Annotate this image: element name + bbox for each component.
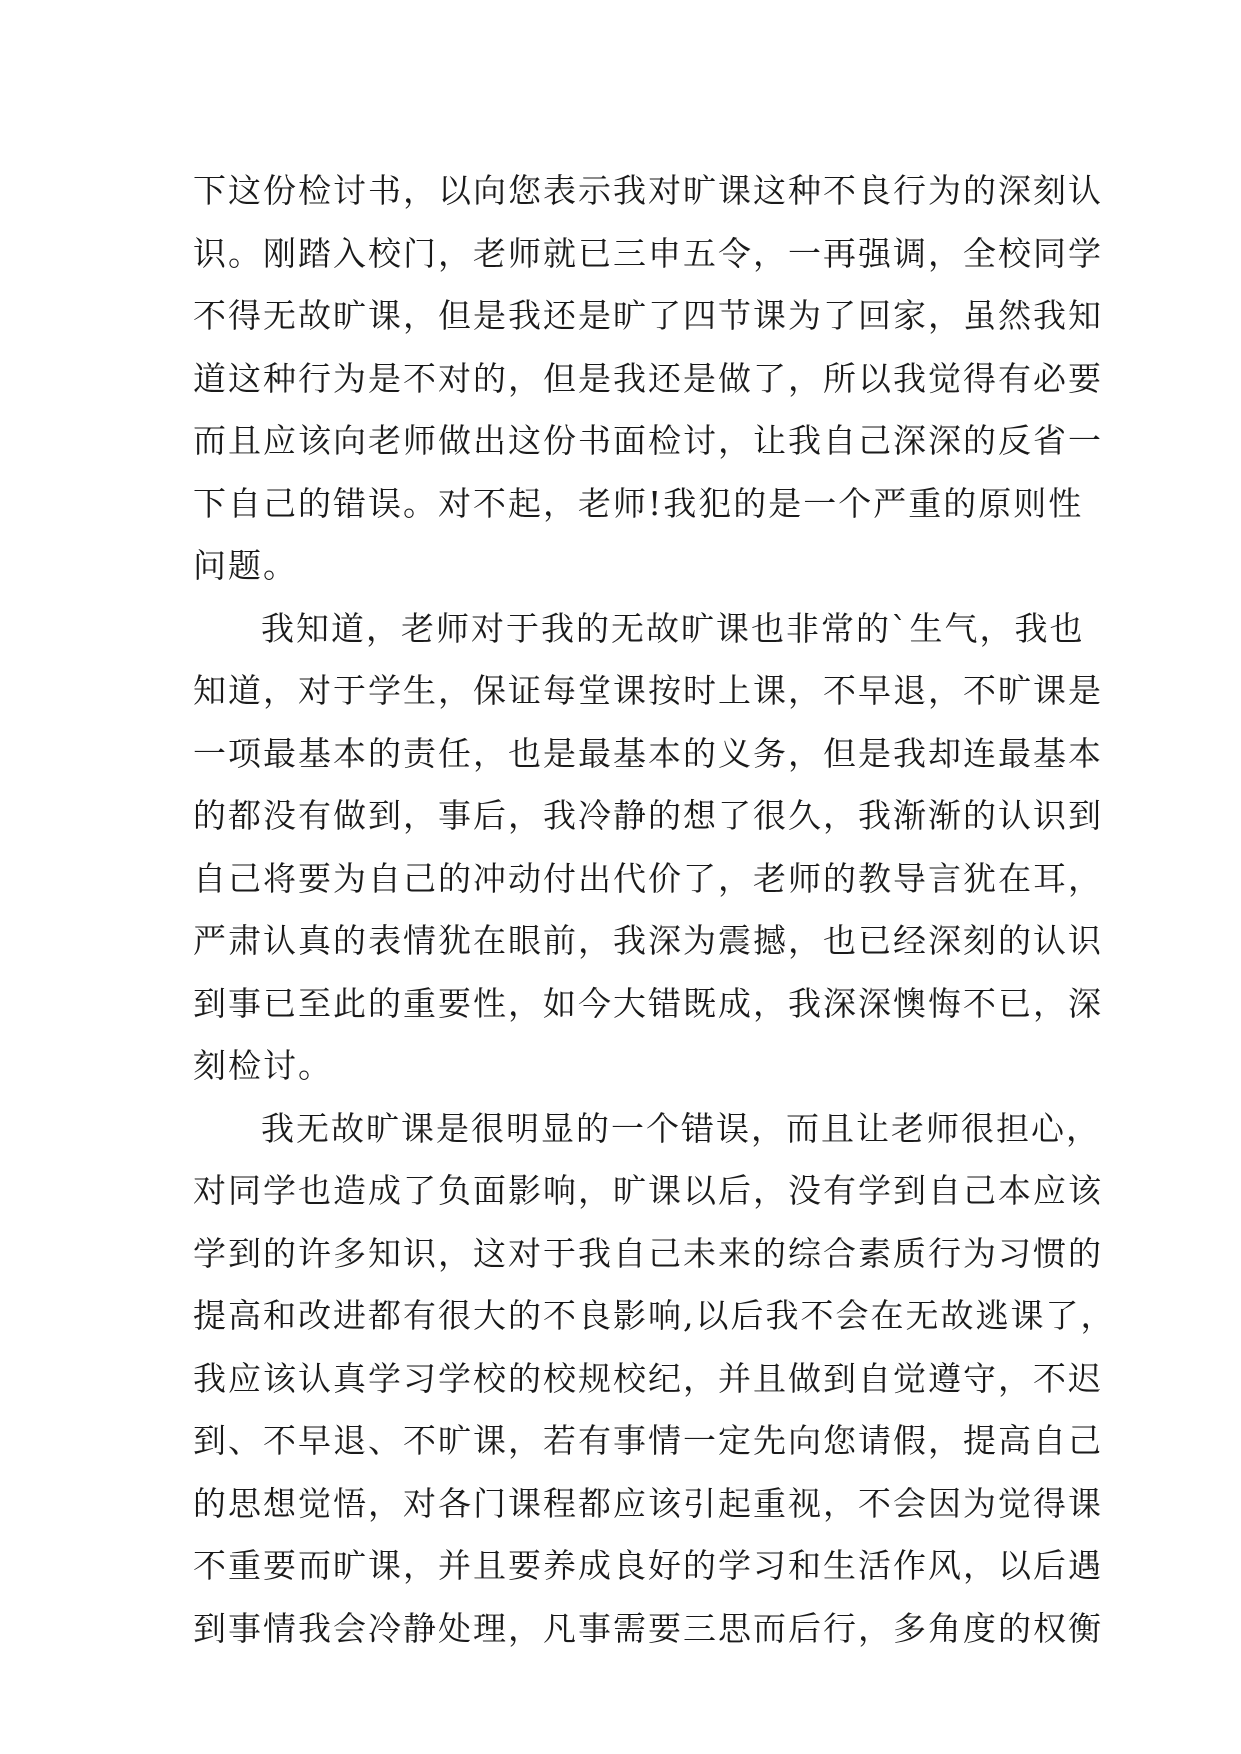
text-line: 我应该认真学习学校的校规校纪，并且做到自觉遵守，不迟 xyxy=(193,1358,1103,1398)
document-body xyxy=(193,160,1116,1660)
text-line: 提高和改进都有很大的不良影响,以后我不会在无故逃课了， xyxy=(193,1296,1116,1335)
text-line: 不重要而旷课，并且要养成良好的学习和生活作风，以后遇 xyxy=(193,1546,1103,1585)
paragraph-first-line: 我知道，老师对于我的无故旷课也非常的`生气，我也 xyxy=(261,608,1085,648)
text-line: 刻检讨。 xyxy=(193,1046,333,1085)
text-line: 的思想觉悟，对各门课程都应该引起重视，不会因为觉得课 xyxy=(193,1483,1103,1523)
text-line: 道这种行为是不对的，但是我还是做了，所以我觉得有必要 xyxy=(193,358,1103,398)
text-line: 自己将要为自己的冲动付出代价了，老师的教导言犹在耳， xyxy=(193,858,1103,898)
text-line: 的都没有做到，事后，我冷静的想了很久，我渐渐的认识到 xyxy=(193,796,1103,835)
text-line: 学到的许多知识，这对于我自己未来的综合素质行为习惯的 xyxy=(193,1233,1103,1273)
text-line: 识。刚踏入校门，老师就已三申五令，一再强调，全校同学 xyxy=(193,233,1103,273)
text-line: 知道，对于学生，保证每堂课按时上课，不早退，不旷课是 xyxy=(193,671,1103,710)
text-line: 下自己的错误。对不起，老师!我犯的是一个严重的原则性 xyxy=(193,483,1084,523)
text-line: 问题。 xyxy=(193,546,298,585)
text-line: 而且应该向老师做出这份书面检讨，让我自己深深的反省一 xyxy=(193,421,1103,460)
text-line: 不得无故旷课，但是我还是旷了四节课为了回家，虽然我知 xyxy=(193,296,1103,335)
text-line: 对同学也造成了负面影响，旷课以后，没有学到自己本应该 xyxy=(193,1171,1103,1210)
text-line: 到事已至此的重要性，如今大错既成，我深深懊悔不已，深 xyxy=(193,983,1103,1023)
text-line: 下这份检讨书，以向您表示我对旷课这种不良行为的深刻认 xyxy=(193,171,1103,210)
text-line: 一项最基本的责任，也是最基本的义务，但是我却连最基本 xyxy=(193,733,1103,773)
text-line: 到、不早退、不旷课，若有事情一定先向您请假，提高自己 xyxy=(193,1421,1103,1460)
paragraph-first-line: 我无故旷课是很明显的一个错误，而且让老师很担心， xyxy=(261,1108,1101,1148)
text-line: 严肃认真的表情犹在眼前，我深为震撼，也已经深刻的认识 xyxy=(193,921,1103,960)
text-line: 到事情我会冷静处理，凡事需要三思而后行，多角度的权衡 xyxy=(193,1608,1103,1648)
